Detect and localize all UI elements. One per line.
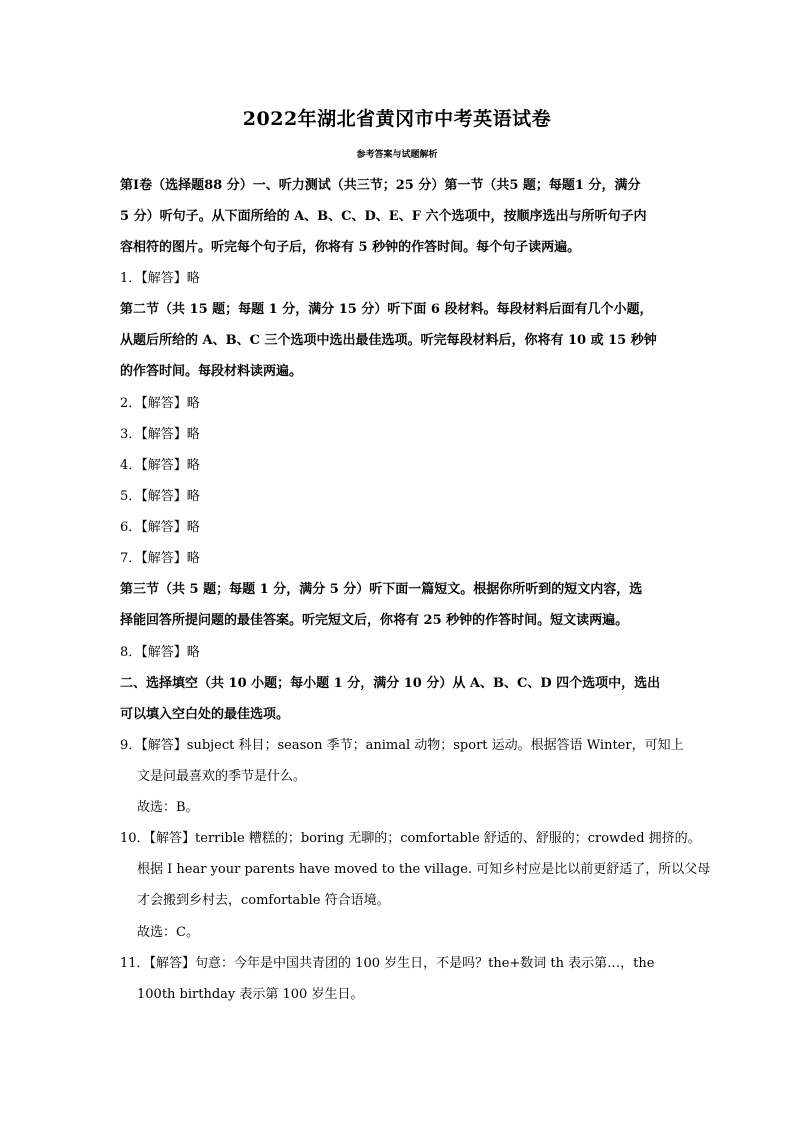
- section-2-intro-line-2: 从题后所给的 A、B、C 三个选项中选出最佳选项。听完每段材料后，你将有 10 或 15 秒钟: [120, 333, 657, 348]
- section-3-intro-line-2: 择能回答所提问题的最佳答案。听完短文后，你将有 25 秒钟的作答时间。短文读两遍。: [120, 613, 629, 628]
- answer-7: 7．【解答】略: [120, 551, 200, 566]
- answer-10-line-3: 才会搬到乡村去，comfortable 符合语境。: [137, 893, 390, 908]
- answer-10-line-1: 10．【解答】terrible 糟糕的；boring 无聊的；comfortable 舒适的、舒服的；crowded 拥挤的。: [120, 831, 701, 846]
- answer-3: 3．【解答】略: [120, 427, 200, 442]
- answer-4: 4．【解答】略: [120, 458, 200, 473]
- answer-2: 2．【解答】略: [120, 396, 200, 411]
- section-1-intro-line-2: 5 分）听句子。从下面所给的 A、B、C、D、E、F 六个选项中，按顺序选出与所听句子内: [120, 209, 647, 224]
- section-2-intro-line-1: 第二节（共 15 题；每题 1 分，满分 15 分）听下面 6 段材料。每段材料后面有几个小题，: [120, 302, 653, 317]
- section-1-intro-line-3: 容相符的图片。听完每个句子后，你将有 5 秒钟的作答时间。每个句子读两遍。: [120, 240, 581, 255]
- section-3-intro-line-1: 第三节（共 5 题；每题 1 分，满分 5 分）听下面一篇短文。根据你所听到的短文内容，选: [120, 582, 643, 597]
- section-1-intro-line-1: 第Ⅰ卷（选择题88 分）一、听力测试（共三节；25 分）第一节（共5 题；每题1 分，满分: [120, 178, 641, 193]
- answer-8: 8．【解答】略: [120, 645, 200, 660]
- document-subtitle: 参考答案与试题解析: [356, 150, 438, 160]
- answer-6: 6．【解答】略: [120, 520, 200, 535]
- answer-9-choice: 故选：B。: [137, 800, 199, 815]
- answer-11-line-1: 11．【解答】句意：今年是中国共青团的 100 岁生日，不是吗？the+数词 th 表示第…，the: [120, 956, 655, 971]
- part-2-intro-line-1: 二、选择填空（共 10 小题；每小题 1 分，满分 10 分）从 A、B、C、D 四个选项中，选出: [120, 676, 661, 691]
- answer-10-line-2: 根据 I hear your parents have moved to the village. 可知乡村应是比以前更舒适了，所以父母: [137, 862, 711, 877]
- answer-9-line-2: 文是问最喜欢的季节是什么。: [137, 769, 307, 784]
- part-2-intro-line-2: 可以填入空白处的最佳选项。: [120, 707, 290, 722]
- answer-11-line-2: 100th birthday 表示第 100 岁生日。: [137, 987, 364, 1002]
- document-title: 2022年湖北省黄冈市中考英语试卷: [242, 108, 552, 130]
- section-2-intro-line-3: 的作答时间。每段材料读两遍。: [120, 364, 303, 379]
- answer-5: 5．【解答】略: [120, 489, 200, 504]
- answer-1: 1．【解答】略: [120, 271, 200, 286]
- answer-9-line-1: 9．【解答】subject 科目；season 季节；animal 动物；sport 运动。根据答语 Winter，可知上: [120, 738, 684, 753]
- answer-10-choice: 故选：C。: [137, 925, 199, 940]
